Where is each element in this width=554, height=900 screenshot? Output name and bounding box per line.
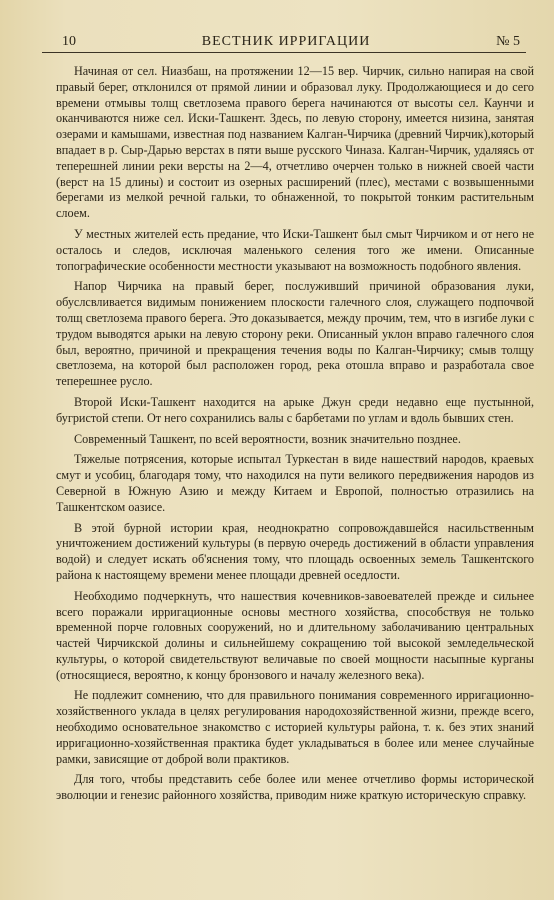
page-header xyxy=(42,30,526,53)
journal-title: ВЕСТНИК ИРРИГАЦИИ xyxy=(201,34,371,49)
paragraph: Начиная от сел. Ниазбаш, на протяжении 12—15 вер. Чирчик, сильно напирая на свой правый берег, отклонился от прямой линии и образовал луку. Продолжающиеся и до сего времени отмывы толщ светлозема правого берега начинаются от высоты сел. Каунчи и оканчиваются ниже сел. Иски-Ташкент. Здесь, по левую сторону, имеется низина, занятая озерами и камышами, известная под названием Калган-Чирчика (древний Чирчик),который впадает в р. Сыр-Дарью верстах в пяти выше русского Чиназа. Калган-Чирчик, удаляясь от теперешней линии реки версты на 2—4, отчетливо очерчен только в нижней своей части (верст на 15 длины) и состоит из озерных расширений (плес), местами с возвышенными берегами из мелкой речной гальки, то обнаженной, то покрытой тонким растительным слоем. xyxy=(56,64,534,221)
paragraph: Напор Чирчика на правый берег, послуживший причиной образования луки, обуслсвливается видимым понижением плоскости галечного слоя, служащего подпочвой толщ светлозема правого берега. Это доказывается, между прочим, тем, что в изгибе луки с трудом выводятся арыки на левую сторону реки. Описанный уклон вправо галечного слоя был, вероятно, причиной и прекращения течения воды по Калган-Чирчику; смыв толщу светлозема, на которой был расположен город, река отошла вправо и разработала свое теперешнее русло. xyxy=(56,279,534,389)
paragraph: В этой бурной истории края, неоднократно сопровождавшейся насильственным уничтожением достижений культуры (в первую очередь достижений в области управления водой) и следует искать об'яснения тому, что площадь освоенных земель Ташкентского района к настоящему времени менее площади древней оседлости. xyxy=(56,520,534,582)
paragraph: Тяжелые потрясения, которые испытал Туркестан в виде нашествий народов, краевых смут и усобиц, благодаря тому, что находился на пути великого передвижения народов из Северной в Южную Азию и между Китаем и Европой, полностью отразились на Ташкентском оазисе. xyxy=(56,452,534,514)
paragraph: У местных жителей есть предание, что Иски-Ташкент был смыт Чирчиком и от него не осталось и следов, исключая маленького селения того же имени. Описанные топографические особенности местности указывают на возможность подобного явления. xyxy=(56,226,534,273)
paragraph: Необходимо подчеркнуть, что нашествия кочевников-завоевателей прежде и сильнее всего поражали ирригационные основы местного хозяйства, способствуя не только временной порче головных сооружений, но и длительному заболачиванию центральных частей Чирчикской долины и сильнейшему сокращению той высокой земледельческой культуры, о которой свидетельствуют величавые по своей мощности насыпные курганы (относящиеся, вероятно, к концу бронзового и началу железного века). xyxy=(56,588,534,682)
page-number: 10 xyxy=(62,34,76,49)
article-body xyxy=(56,64,534,870)
issue-number: № 5 xyxy=(496,34,520,49)
paragraph: Второй Иски-Ташкент находится на арыке Джун среди недавно еще пустынной, бугристой степи. От него сохранились валы с барбетами по углам и вдоль бывших стен. xyxy=(56,394,534,425)
paragraph: Современный Ташкент, по всей вероятности, возник значительно позднее. xyxy=(74,431,461,446)
paragraph: Для того, чтобы представить себе более или менее отчетливо формы исторической эволюции и генезис районного хозяйства, приводим ниже краткую историческую справку. xyxy=(56,772,534,803)
paragraph: Не подлежит сомнению, что для правильного понимания современного ирригационно-хозяйственного уклада в целях регулирования народохозяйственной жизни, прежде всего, необходимо основательное знакомство с историей культуры района, т. к. без этих знаний ирригационно-хозяйственная практика будет укладываться в более или менее случайные рамки, зависящие от доброй воли практиков. xyxy=(56,688,534,766)
